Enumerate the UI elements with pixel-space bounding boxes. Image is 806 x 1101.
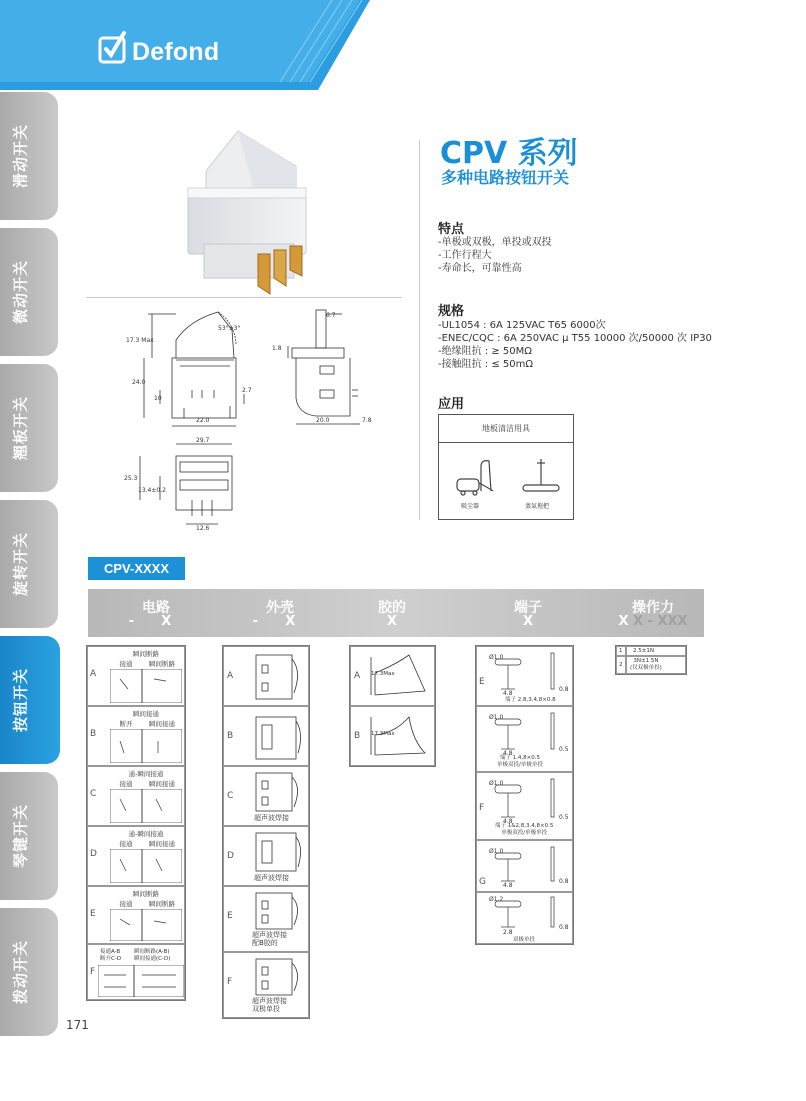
ordering-code-bar [88,589,704,637]
switch-symbol-icon [98,965,184,997]
terminal-option-e: E Ø1.0 4.8 0.8 端子 2.8,3.4,8×0.8 [476,646,573,706]
svg-text:4.8: 4.8 [503,750,513,755]
dim-12-6: 12.6 [196,525,210,530]
feature-item: -寿命长，可靠性高 [438,263,522,274]
housing-option-a: A [223,646,309,706]
spec-item: -ENEC/CQC : 6A 250VAC µ T55 10000 次/50000 次 IP30 [438,333,712,344]
code-value-cap: X [386,614,398,629]
circuit-option-f: F 接通A-B 断开C-D 瞬间断路(A-B) 瞬间接通(C-D) [87,944,185,1000]
steam-mop-icon [519,457,563,497]
feature-item: -单极或双极，单投或双投 [438,237,552,248]
sidebar-tab-rotary[interactable] [0,500,58,628]
svg-text:0.8: 0.8 [559,924,569,931]
force-value: 3N±1.5N (仅双极单投) [630,658,662,671]
svg-text:2.8: 2.8 [503,929,513,935]
code-label-circuit: 电路 [142,600,170,616]
dim-10: 10 [154,395,162,402]
circuit-options-table [86,645,186,1001]
svg-text:0.5: 0.5 [559,746,569,753]
sidebar-tab-pushbutton[interactable] [0,636,60,764]
sidebar-tab-rocker[interactable] [0,364,58,492]
features-heading: 特点 [438,222,465,237]
switch-symbol-icon [110,789,182,823]
specs-heading: 规格 [438,304,465,319]
page-header [0,0,806,90]
divider [86,297,402,298]
sidebar-tab-piano-key[interactable] [0,772,58,900]
dim-6-7: 6.7 [326,312,336,319]
dim-height-max: 17.3 Max [126,337,154,344]
applications-box-title: 地板清洁用具 [439,415,573,443]
terminal-option-g2: Ø1.2 2.8 0.8 双极单投 [476,892,573,944]
switch-symbol-icon [110,909,182,941]
cap-option-b: B 17.3Max [350,706,435,766]
housing-drawing [254,713,304,763]
code-label-cap: 胶的 [378,600,406,616]
svg-text:0.5: 0.5 [559,814,569,821]
force-value: 2.5±1N [633,648,654,654]
terminal-drawing [489,651,573,695]
cap-options-table [349,645,436,767]
dimension-drawing [120,300,420,530]
dim-24: 24.0 [132,379,146,386]
svg-text:4.8: 4.8 [503,690,513,695]
svg-text:4.8: 4.8 [503,818,513,823]
tab-label: 拨动开关 [11,939,30,1005]
svg-text:4.8: 4.8 [503,882,513,889]
sidebar-tab-toggle[interactable] [0,908,58,1036]
circuit-option-a: A 瞬间断路 接通 瞬间断路 [87,646,185,706]
force-code: 1 [619,648,623,654]
housing-drawing [254,957,304,997]
code-label-terminal: 端子 [514,600,542,616]
cap-drawing [365,711,433,763]
force-options-table [615,645,687,675]
circuit-option-e: E 瞬间断路 接通 瞬间断路 [87,886,185,944]
code-value-housing: - X [252,614,296,629]
specs-list [438,319,712,371]
housing-option-d: D 超声波焊接 [223,826,309,886]
housing-option-b: B [223,706,309,766]
product-photo [178,126,328,296]
terminal-drawing [489,895,573,935]
circuit-option-c: C 通-瞬间接通 接通 瞬间接通 [87,766,185,826]
page-number: 171 [66,1018,89,1032]
defond-logo-icon [98,30,128,64]
spec-item: -绝缘阻抗 : ≥ 50MΩ [438,346,532,357]
dim-22: 22.0 [196,417,210,424]
vacuum-cleaner-icon [453,457,497,497]
svg-text:Ø1.0: Ø1.0 [489,848,504,855]
svg-text:0.8: 0.8 [559,878,569,885]
application-label: 吸尘器 [461,503,480,510]
force-code: 2 [619,662,623,668]
housing-drawing [254,771,304,813]
brand-name: Defond [132,38,220,66]
svg-text:Ø1.0: Ø1.0 [489,780,504,787]
feature-item: -工作行程大 [438,250,492,261]
dim-2-7: 2.7 [242,387,252,394]
dim-angle: 53°±3° [218,325,241,332]
applications-box [438,414,574,520]
tab-label: 按钮开关 [11,667,30,733]
tab-label: 微动开关 [11,259,30,325]
code-value-force: X X - XXX [618,614,688,629]
spec-item: -UL1054 : 6A 125VAC T65 6000次 [438,320,606,331]
dim-20: 20.0 [316,417,330,424]
application-label: 蒸氣拖把 [525,503,550,510]
switch-symbol-icon [110,849,182,883]
terminal-drawing [489,711,573,755]
dim-13-4: 13.4±0.2 [138,487,166,494]
terminal-option-f: F Ø1.0 4.8 0.5 端子 1&2,8,3.4,8×0.5 单极双投/单极单投 [476,772,573,840]
svg-text:0.8: 0.8 [559,686,569,693]
housing-drawing [254,653,304,703]
category-sidebar [0,92,60,1062]
tab-label: 旋转开关 [11,531,30,597]
cap-option-a: A 17.3Max [350,646,435,706]
terminal-drawing [489,777,573,823]
code-label-force: 操作力 [632,600,674,616]
dim-1-8: 1.8 [272,345,282,352]
switch-symbol-icon [110,669,182,703]
switch-symbol-icon [110,729,182,763]
housing-drawing [254,891,304,931]
features-list [438,236,552,275]
housing-options-table [222,645,310,1019]
tab-label: 琴键开关 [11,803,30,869]
dim-29-7: 29.7 [196,437,210,444]
terminal-drawing [489,845,573,889]
spec-item: -接触阻抗 : ≤ 50mΩ [438,359,533,370]
code-value-terminal: X [522,614,534,629]
part-number-badge: CPV-XXXX [88,557,185,580]
svg-text:Ø1.0: Ø1.0 [489,654,504,661]
svg-text:Ø1.2: Ø1.2 [489,896,504,903]
series-subtitle: 多种电路按钮开关 [441,168,570,187]
circuit-option-b: B 瞬间接通 断开 瞬间接通 [87,706,185,766]
circuit-option-d: D 通-瞬间接通 接通 瞬间接通 [87,826,185,886]
applications-heading: 应用 [438,397,465,412]
housing-option-c: C 超声波焊接 [223,766,309,826]
dim-25-3: 25.3 [124,475,138,482]
terminal-option-g: G Ø1.0 4.8 0.8 [476,840,573,892]
code-label-housing: 外壳 [266,600,294,616]
dim-7-8: 7.8 [362,417,372,424]
sidebar-tab-slide[interactable] [0,92,58,220]
sidebar-tab-micro[interactable] [0,228,58,356]
svg-text:Ø1.0: Ø1.0 [489,714,504,721]
housing-option-e: E 超声波焊接 配B胶的 [223,886,309,952]
terminal-option-e2: Ø1.0 4.8 0.5 端子 1.4,8×0.5 单极双投/单极单投 [476,706,573,772]
terminal-options-table [475,645,574,945]
housing-drawing [254,831,304,873]
tab-label: 翘板开关 [11,395,30,461]
housing-option-f: F 超声波焊接 双极单投 [223,952,309,1018]
cap-drawing [365,651,433,703]
code-value-circuit: - X [128,614,172,629]
series-title: CPV 系列 [440,136,578,171]
tab-label: 滑动开关 [11,123,30,189]
